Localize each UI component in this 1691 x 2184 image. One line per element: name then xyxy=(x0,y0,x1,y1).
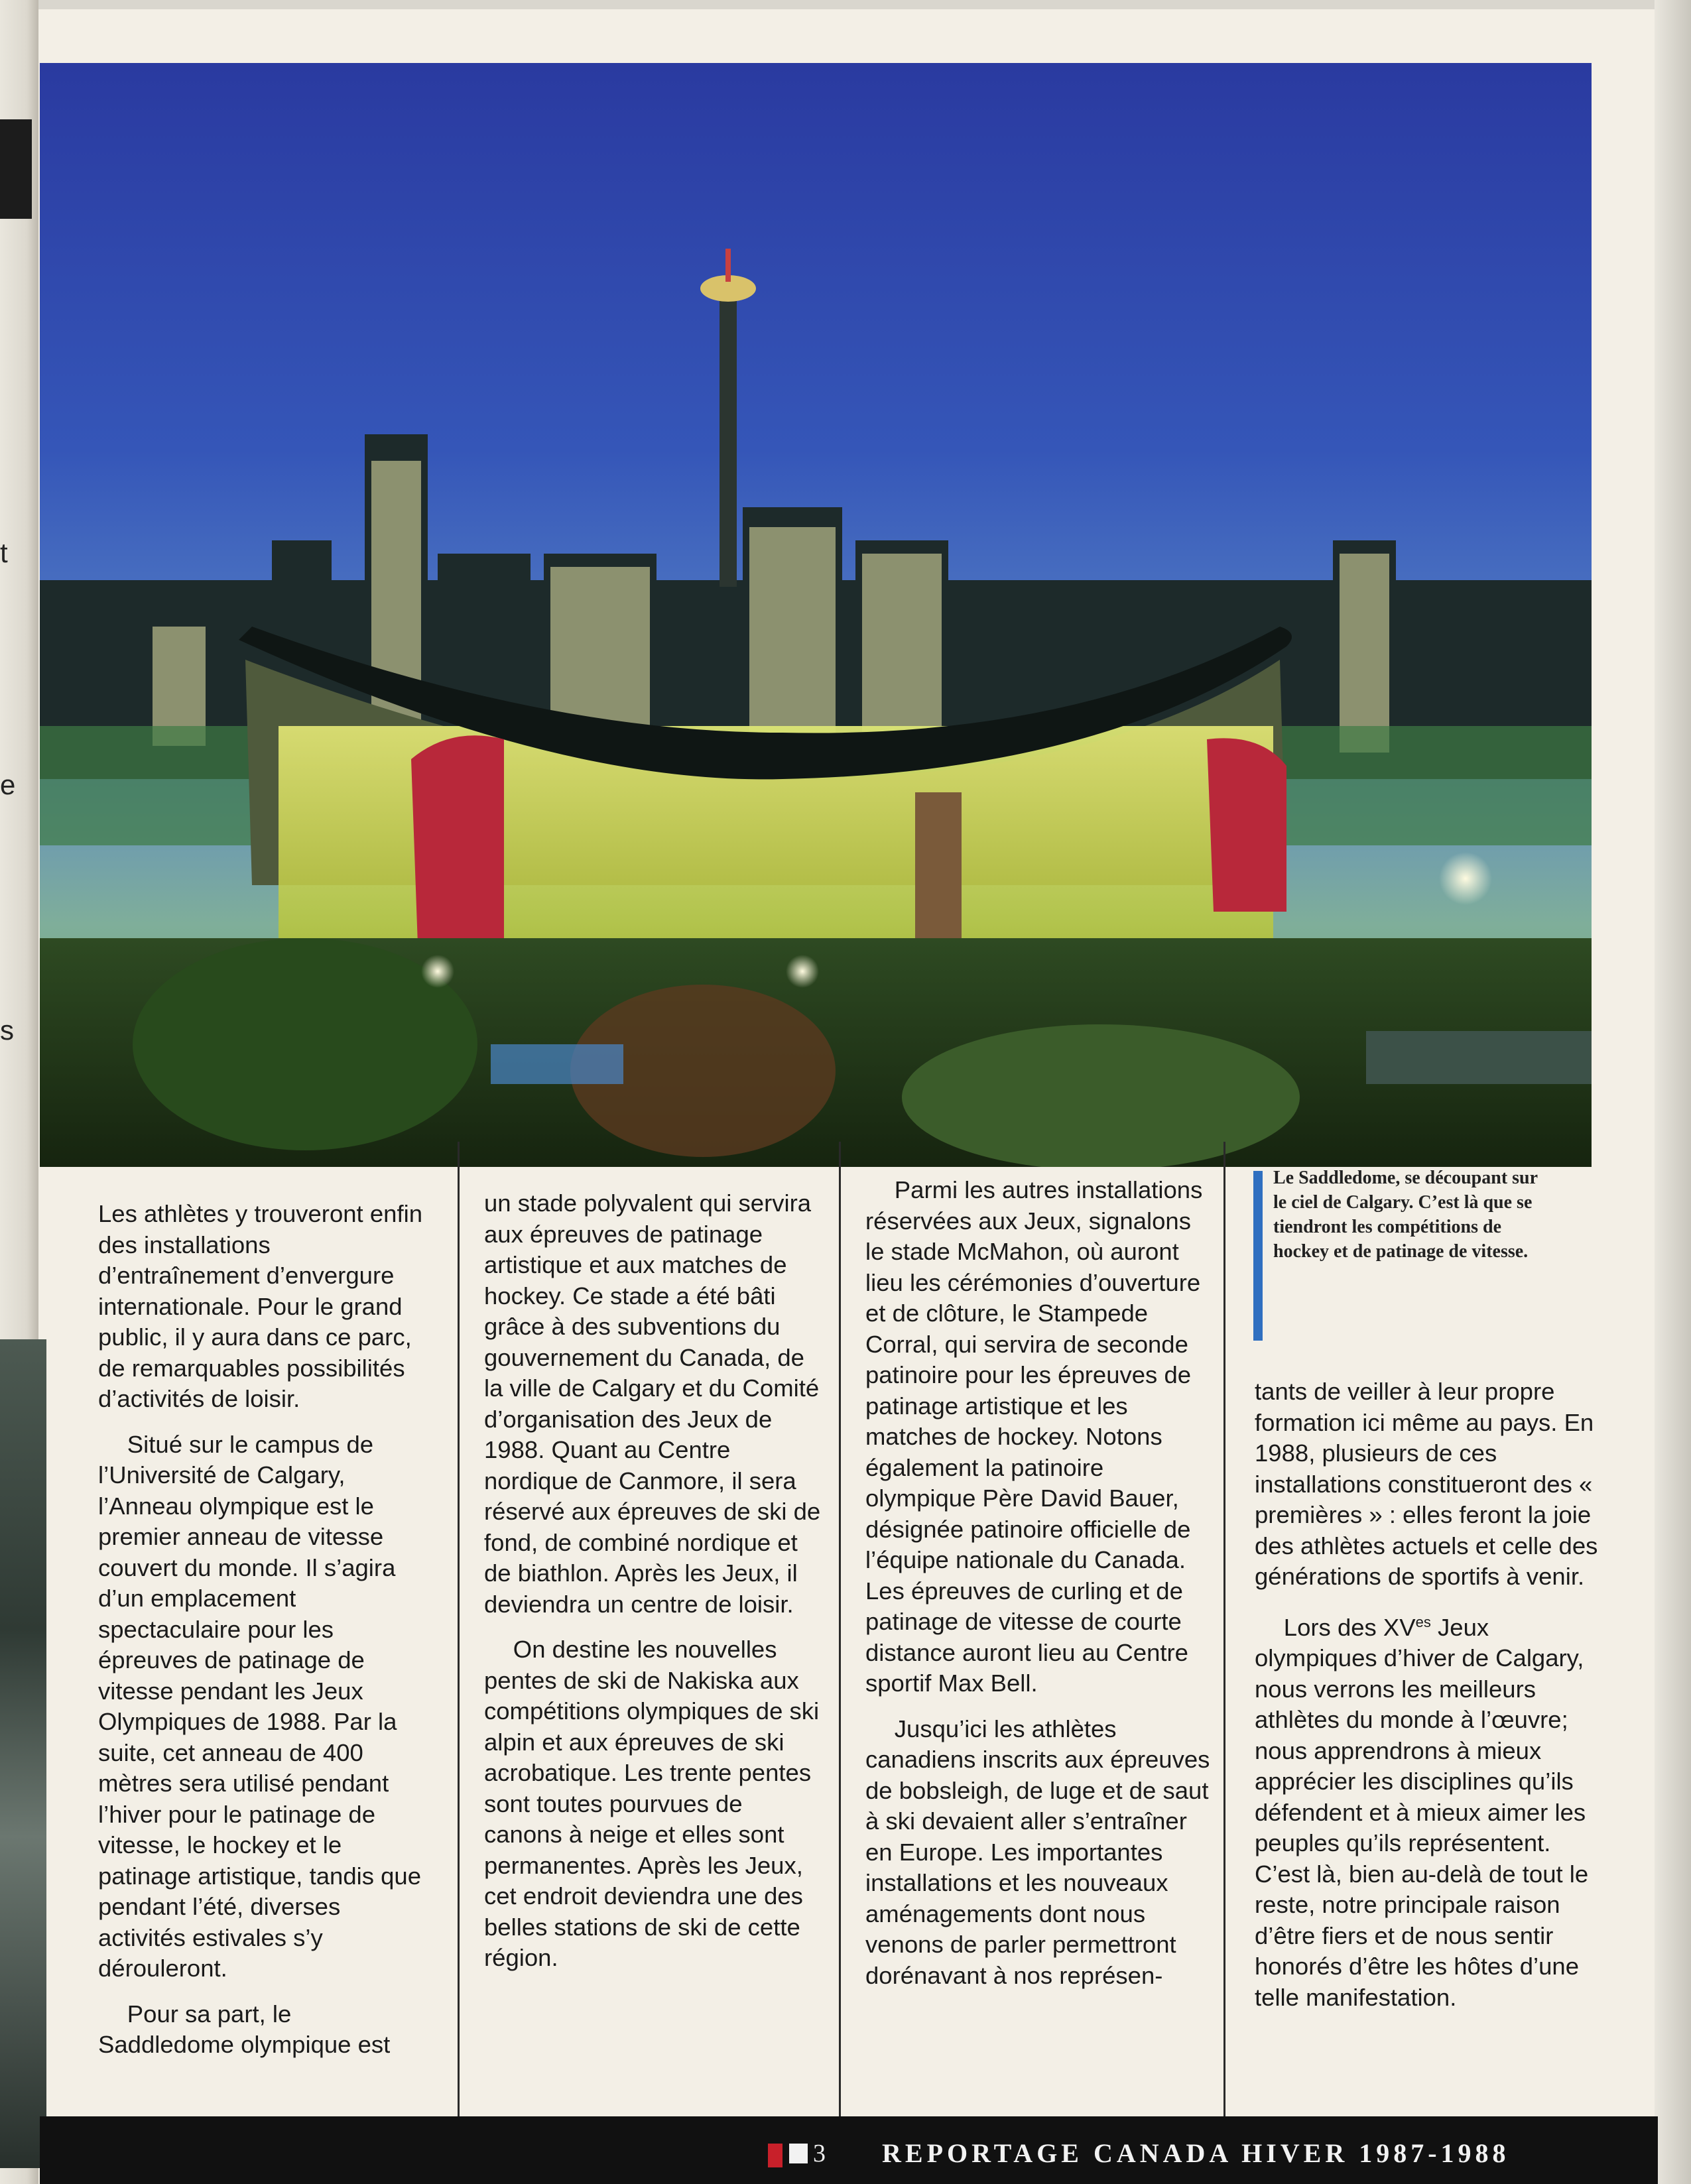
paragraph: tants de veiller à leur propre formation ici même au pays. En 1988, plusieurs de ces installations constitueront des « premières » : elles feront la joie des athlètes actuels et celle des générations de sportifs à venir. xyxy=(1255,1378,1598,1590)
paragraph: On destine les nouvelles pentes de ski de Nakiska aux compétitions olympiques de ski alpin et aux épreuves de ski acrobatique. Les trente pentes sont toutes pourvues de canons à neige et elles sont permanentes. Après les Jeux, cet endroit deviendra une des belles stations de ski de cette région. xyxy=(484,1636,820,1971)
caption-accent-bar xyxy=(1253,1171,1263,1341)
column-rule xyxy=(839,1142,841,2150)
adjacent-page-letter: s xyxy=(0,1014,14,1046)
paragraph: Situé sur le campus de l’Université de Calgary, l’Anneau olympique est le premier anneau de vitesse couvert du monde. Il s’agira d’un emplacement spectaculaire pour les épreuves de patinage de vitesse pendant les Jeux Olympiques de 1988. Par la suite, cet anneau de 400 mètres sera utilisé pendant l’hiver pour le patinage de vitesse, le hockey et le patinage artistique, tandis que pendant l’été, diverses activités estivales s’y dérouleront. xyxy=(98,1430,422,1982)
column-rule xyxy=(1223,1142,1225,2150)
adjacent-page-letter: t xyxy=(0,537,8,568)
column-rule xyxy=(458,1142,460,2150)
page-number: 3 xyxy=(813,2140,826,2167)
adjacent-page-letter: e xyxy=(0,769,16,800)
adjacent-page-strip xyxy=(0,119,32,219)
paragraph-body: Jeux olympiques d’hiver de Calgary, nous verrons les meilleurs athlètes du monde à l’œuvre; nous apprendrons à mieux apprécier les disciplines qu’ils défendent et à mieux aimer les peuples qu’ils représentent. C’est là, bien au-delà de tout le reste, notre principale raison d’être fiers et de nous sentir honorés d’être les hôtes d’une telle manifestation. xyxy=(1255,1613,1589,2011)
adjacent-page-photo xyxy=(0,1339,46,2168)
page-top-edge xyxy=(0,0,1691,9)
paragraph: Pour sa part, le Saddledome olympique est xyxy=(98,2000,391,2058)
footer-red-square xyxy=(768,2144,783,2167)
paragraph: un stade polyvalent qui servira aux épreuves de patinage artistique et aux matches de hockey. Ce stade a été bâti grâce à des subventions du gouvernement du Canada, de la ville de Calgary et du Comité d’organisation des Jeux de 1988. Quant au Centre nordique de Canmore, il sera réservé aux épreuves de ski de fond, de combiné nordique et de biathlon. Après les Jeux, il deviendra un centre de loisir. xyxy=(484,1189,821,1618)
paragraph: Les athlètes y trouveront enfin des installations d’entraînement d’envergure internationale. Pour le grand public, il y aura dans ce parc, de remarquables possibilités d’activités de loisir. xyxy=(98,1200,422,1412)
footer-white-square xyxy=(789,2144,808,2163)
paragraph-lead: Lors des XV xyxy=(1283,1613,1416,1641)
paragraph: Parmi les autres installations réservées aux Jeux, signalons le stade McMahon, où auront lieu les cérémonies d’ouverture et de clôture, le Stampede Corral, qui servira de seconde patinoire pour les épreuves de patinage artistique et les matches de hockey. Notons également la patinoire olympique Père David Bauer, désignée patinoire officielle de l’équipe nationale du Canada. Les épreuves de curling et de patinage de vitesse de courte distance auront lieu au Centre sportif Max Bell. xyxy=(865,1176,1203,1697)
text-column-4 xyxy=(1255,1376,1599,2013)
paragraph xyxy=(1255,1607,1599,2014)
ordinal-superscript: es xyxy=(1415,1613,1431,1630)
text-column-3 xyxy=(865,1175,1210,1991)
page-right-edge xyxy=(1655,0,1691,2184)
text-column-2 xyxy=(484,1188,822,1974)
saddledome-photo xyxy=(40,63,1592,1167)
publication-title: REPORTAGE CANADA HIVER 1987-1988 xyxy=(882,2138,1510,2168)
photo-caption: Le Saddledome, se découpant sur le ciel de Calgary. C’est là que se tiendront les compétitions de hockey et de patinage de vitesse. xyxy=(1273,1168,1538,1262)
text-column-1 xyxy=(98,1199,430,2061)
saddledome-night-scene xyxy=(40,63,1592,1167)
paragraph: Jusqu’ici les athlètes canadiens inscrits aux épreuves de bobsleigh, de luge et de saut à ski devaient aller s’entraîner en Europe. Les importantes installations et les nouveaux aménagements dont nous venons de parler permettront dorénavant à nos représen- xyxy=(865,1715,1210,1989)
